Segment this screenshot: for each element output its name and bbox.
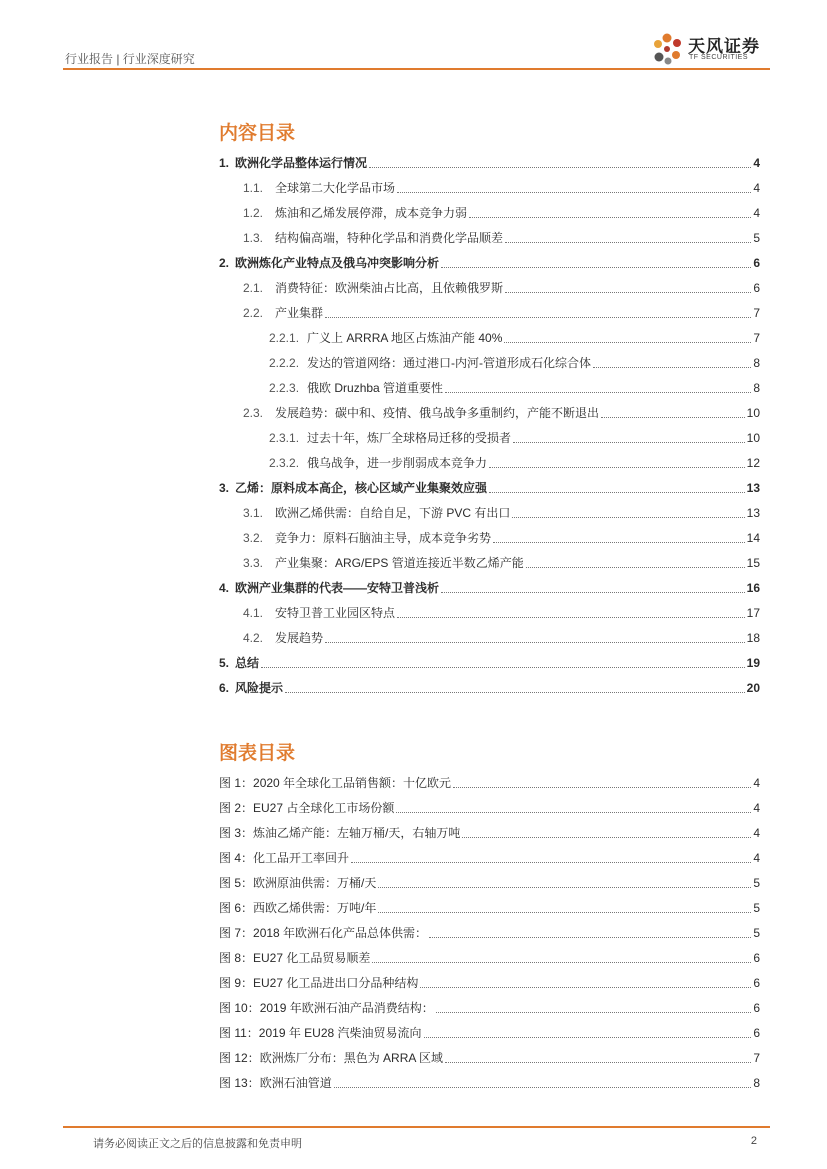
entry-number: 2.3. <box>243 406 264 420</box>
entry-title: 炼油乙烯产能：左轴万桶/天，右轴万吨 <box>253 826 461 840</box>
entry-number: 图 7： <box>219 926 254 940</box>
entry-number: 2.2. <box>243 306 264 320</box>
toc-entry[interactable] <box>219 521 760 546</box>
toc-entry[interactable] <box>219 296 760 321</box>
entry-number: 图 4： <box>219 851 254 865</box>
figure-entry[interactable] <box>219 891 760 916</box>
entry-title: 风险提示 <box>235 681 284 695</box>
entry-number: 4.1. <box>243 606 264 620</box>
entry-page: 6 <box>753 951 760 965</box>
dot-leader <box>436 1012 752 1013</box>
entry-page: 20 <box>746 681 760 695</box>
entry-title: 过去十年，炼厂全球格局迁移的受损者 <box>307 431 512 445</box>
dot-leader <box>469 217 751 218</box>
entry-page: 19 <box>746 656 760 670</box>
dot-leader <box>489 492 745 493</box>
entry-title: 广义上 ARRRA 地区占炼油产能 40% <box>307 331 503 345</box>
entry-page: 16 <box>746 581 760 595</box>
entry-page: 18 <box>746 631 760 645</box>
figures-list <box>219 766 760 1091</box>
dot-leader <box>445 1062 751 1063</box>
dot-leader <box>505 292 751 293</box>
toc-entry[interactable] <box>219 671 760 696</box>
entry-number: 2.3.2. <box>269 456 300 470</box>
dot-leader <box>593 367 751 368</box>
entry-number: 2.2.2. <box>269 356 300 370</box>
toc-entry[interactable] <box>219 271 760 296</box>
entry-number: 2. <box>219 256 230 270</box>
dot-leader <box>429 937 751 938</box>
entry-title: 安特卫普工业园区特点 <box>275 606 396 620</box>
entry-number: 2.1. <box>243 281 264 295</box>
company-logo <box>650 30 770 70</box>
entry-number: 3.3. <box>243 556 264 570</box>
dot-leader <box>285 692 745 693</box>
entry-title: 炼油和乙烯发展停滞，成本竞争力弱 <box>275 206 468 220</box>
dot-leader <box>493 542 745 543</box>
dot-leader <box>441 592 745 593</box>
entry-page: 17 <box>746 606 760 620</box>
entry-number: 2.2.1. <box>269 331 300 345</box>
entry-title: 结构偏高端，特种化学品和消费化学品顺差 <box>275 231 504 245</box>
toc-list <box>219 146 760 696</box>
dot-leader <box>378 887 751 888</box>
dot-leader <box>397 617 745 618</box>
toc-entry[interactable] <box>219 496 760 521</box>
entry-title: 2020 年全球化工品销售额：十亿欧元 <box>253 776 452 790</box>
figure-entry[interactable] <box>219 866 760 891</box>
entry-page: 7 <box>753 306 760 320</box>
entry-number: 5. <box>219 656 230 670</box>
entry-title: 化工品开工率回升 <box>253 851 350 865</box>
entry-page: 5 <box>753 231 760 245</box>
toc-title: 内容目录 <box>219 123 296 144</box>
toc-entry[interactable] <box>219 171 760 196</box>
entry-number: 4. <box>219 581 230 595</box>
figure-entry[interactable] <box>219 991 760 1016</box>
footer-disclaimer: 请务必阅读正文之后的信息披露和免责申明 <box>93 1138 302 1150</box>
flower-logo-icon <box>650 32 684 66</box>
entry-title: 欧洲化学品整体运行情况 <box>235 156 368 170</box>
entry-title: EU27 化工品进出口分品种结构 <box>253 976 419 990</box>
toc-entry[interactable] <box>219 396 760 421</box>
entry-page: 6 <box>753 1001 760 1015</box>
entry-page: 10 <box>746 431 760 445</box>
dot-leader <box>505 242 751 243</box>
entry-page: 4 <box>753 851 760 865</box>
entry-number: 2.3.1. <box>269 431 300 445</box>
dot-leader <box>351 862 751 863</box>
figure-entry[interactable] <box>219 941 760 966</box>
entry-number: 图 13： <box>219 1076 260 1090</box>
figure-entry[interactable] <box>219 1016 760 1041</box>
toc-entry[interactable] <box>219 596 760 621</box>
figures-title: 图表目录 <box>219 743 296 764</box>
entry-title: 产业集聚：ARG/EPS 管道连接近半数乙烯产能 <box>275 556 524 570</box>
entry-title: 俄欧 Druzhba 管道重要性 <box>307 381 444 395</box>
toc-entry[interactable] <box>219 471 760 496</box>
figure-entry[interactable] <box>219 916 760 941</box>
toc-entry[interactable] <box>219 321 760 346</box>
entry-number: 1. <box>219 156 230 170</box>
entry-page: 7 <box>753 331 760 345</box>
entry-page: 4 <box>753 826 760 840</box>
entry-title: 欧洲石油管道 <box>259 1076 332 1090</box>
entry-title: EU27 化工品贸易顺差 <box>253 951 371 965</box>
entry-number: 图 5： <box>219 876 254 890</box>
toc-entry[interactable] <box>219 546 760 571</box>
entry-number: 图 8： <box>219 951 254 965</box>
entry-title: 西欧乙烯供需：万吨/年 <box>253 901 377 915</box>
figure-entry[interactable] <box>219 816 760 841</box>
figure-entry[interactable] <box>219 1041 760 1066</box>
entry-number: 1.3. <box>243 231 264 245</box>
logo-english-text: TF SECURITIES <box>689 54 749 61</box>
dot-leader <box>445 392 751 393</box>
entry-title: 发达的管道网络：通过港口-内河-管道形成石化综合体 <box>307 356 592 370</box>
entry-page: 4 <box>753 776 760 790</box>
entry-title: 总结 <box>235 656 260 670</box>
toc-entry[interactable] <box>219 621 760 646</box>
entry-page: 5 <box>753 901 760 915</box>
entry-page: 13 <box>746 481 760 495</box>
entry-number: 2.2.3. <box>269 381 300 395</box>
toc-entry[interactable] <box>219 196 760 221</box>
entry-page: 4 <box>753 801 760 815</box>
figure-entry[interactable] <box>219 766 760 791</box>
dot-leader <box>325 317 751 318</box>
entry-number: 图 6： <box>219 901 254 915</box>
entry-number: 1.2. <box>243 206 264 220</box>
entry-page: 5 <box>753 876 760 890</box>
dot-leader <box>513 442 745 443</box>
figure-entry[interactable] <box>219 1066 760 1091</box>
dot-leader <box>489 467 745 468</box>
entry-number: 6. <box>219 681 230 695</box>
entry-page: 10 <box>746 406 760 420</box>
toc-entry[interactable] <box>219 246 760 271</box>
dot-leader <box>512 517 744 518</box>
entry-title: 欧洲炼厂分布：黑色为 ARRA 区域 <box>259 1051 444 1065</box>
figure-entry[interactable] <box>219 791 760 816</box>
toc-entry[interactable] <box>219 446 760 471</box>
entry-title: EU27 占全球化工市场份额 <box>253 801 395 815</box>
entry-number: 图 2： <box>219 801 254 815</box>
entry-page: 8 <box>753 1076 760 1090</box>
page-header <box>63 37 770 70</box>
toc-entry[interactable] <box>219 221 760 246</box>
entry-title: 全球第二大化学品市场 <box>275 181 396 195</box>
entry-page: 8 <box>753 381 760 395</box>
entry-number: 图 12： <box>219 1051 260 1065</box>
entry-page: 4 <box>753 206 760 220</box>
entry-title: 产业集群 <box>275 306 324 320</box>
entry-title: 发展趋势：碳中和、疫情、俄乌战争多重制约，产能不断退出 <box>275 406 600 420</box>
dot-leader <box>453 787 751 788</box>
entry-title: 竞争力：原料石脑油主导，成本竞争劣势 <box>275 531 492 545</box>
toc-entry[interactable] <box>219 346 760 371</box>
entry-number: 3. <box>219 481 230 495</box>
entry-title: 欧洲炼化产业特点及俄乌冲突影响分析 <box>235 256 440 270</box>
entry-title: 乙烯：原料成本高企，核心区域产业集聚效应强 <box>235 481 488 495</box>
entry-page: 4 <box>753 181 760 195</box>
entry-page: 6 <box>753 281 760 295</box>
dot-leader <box>462 837 751 838</box>
entry-number: 3.2. <box>243 531 264 545</box>
dot-leader <box>601 417 745 418</box>
page-number: 2 <box>750 1135 757 1147</box>
toc-entry[interactable] <box>219 646 760 671</box>
header-divider <box>63 68 770 70</box>
entry-page: 4 <box>753 156 760 170</box>
entry-title: 欧洲原油供需：万桶/天 <box>253 876 377 890</box>
dot-leader <box>378 912 751 913</box>
dot-leader <box>372 962 751 963</box>
toc-entry[interactable] <box>219 371 760 396</box>
entry-number: 图 10： <box>219 1001 260 1015</box>
entry-page: 5 <box>753 926 760 940</box>
footer-divider <box>63 1126 770 1128</box>
entry-number: 图 9： <box>219 976 254 990</box>
entry-page: 13 <box>746 506 760 520</box>
entry-page: 8 <box>753 356 760 370</box>
dot-leader <box>420 987 751 988</box>
entry-number: 图 11： <box>219 1026 259 1040</box>
entry-title: 欧洲产业集群的代表——安特卫普浅析 <box>235 581 440 595</box>
dot-leader <box>261 667 745 668</box>
entry-page: 14 <box>746 531 760 545</box>
dot-leader <box>334 1087 752 1088</box>
entry-page: 6 <box>753 256 760 270</box>
entry-number: 图 3： <box>219 826 254 840</box>
dot-leader <box>325 642 745 643</box>
entry-title: 2019 年 EU28 汽柴油贸易流向 <box>258 1026 422 1040</box>
entry-page: 15 <box>746 556 760 570</box>
figure-entry[interactable] <box>219 841 760 866</box>
entry-title: 2018 年欧洲石化产品总体供需： <box>253 926 428 940</box>
toc-entry[interactable] <box>219 571 760 596</box>
dot-leader <box>441 267 751 268</box>
dot-leader <box>397 192 751 193</box>
toc-entry[interactable] <box>219 421 760 446</box>
entry-number: 3.1. <box>243 506 264 520</box>
figure-entry[interactable] <box>219 966 760 991</box>
logo-chinese-text: 天风证券 <box>688 37 760 56</box>
entry-title: 2019 年欧洲石油产品消费结构： <box>259 1001 434 1015</box>
entry-number: 1.1. <box>243 181 264 195</box>
entry-page: 6 <box>753 1026 760 1040</box>
entry-page: 12 <box>746 456 760 470</box>
entry-title: 俄乌战争，进一步削弱成本竞争力 <box>307 456 488 470</box>
entry-title: 发展趋势 <box>275 631 324 645</box>
dot-leader <box>504 342 751 343</box>
dot-leader <box>526 567 745 568</box>
entry-number: 4.2. <box>243 631 264 645</box>
dot-leader <box>369 167 751 168</box>
entry-page: 6 <box>753 976 760 990</box>
entry-number: 图 1： <box>219 776 254 790</box>
breadcrumb: 行业报告 | 行业深度研究 <box>65 52 195 66</box>
toc-entry[interactable] <box>219 146 760 171</box>
dot-leader <box>396 812 751 813</box>
entry-title: 消费特征：欧洲柴油占比高，且依赖俄罗斯 <box>275 281 504 295</box>
dot-leader <box>424 1037 752 1038</box>
entry-title: 欧洲乙烯供需：自给自足，下游 PVC 有出口 <box>275 506 511 520</box>
entry-page: 7 <box>753 1051 760 1065</box>
